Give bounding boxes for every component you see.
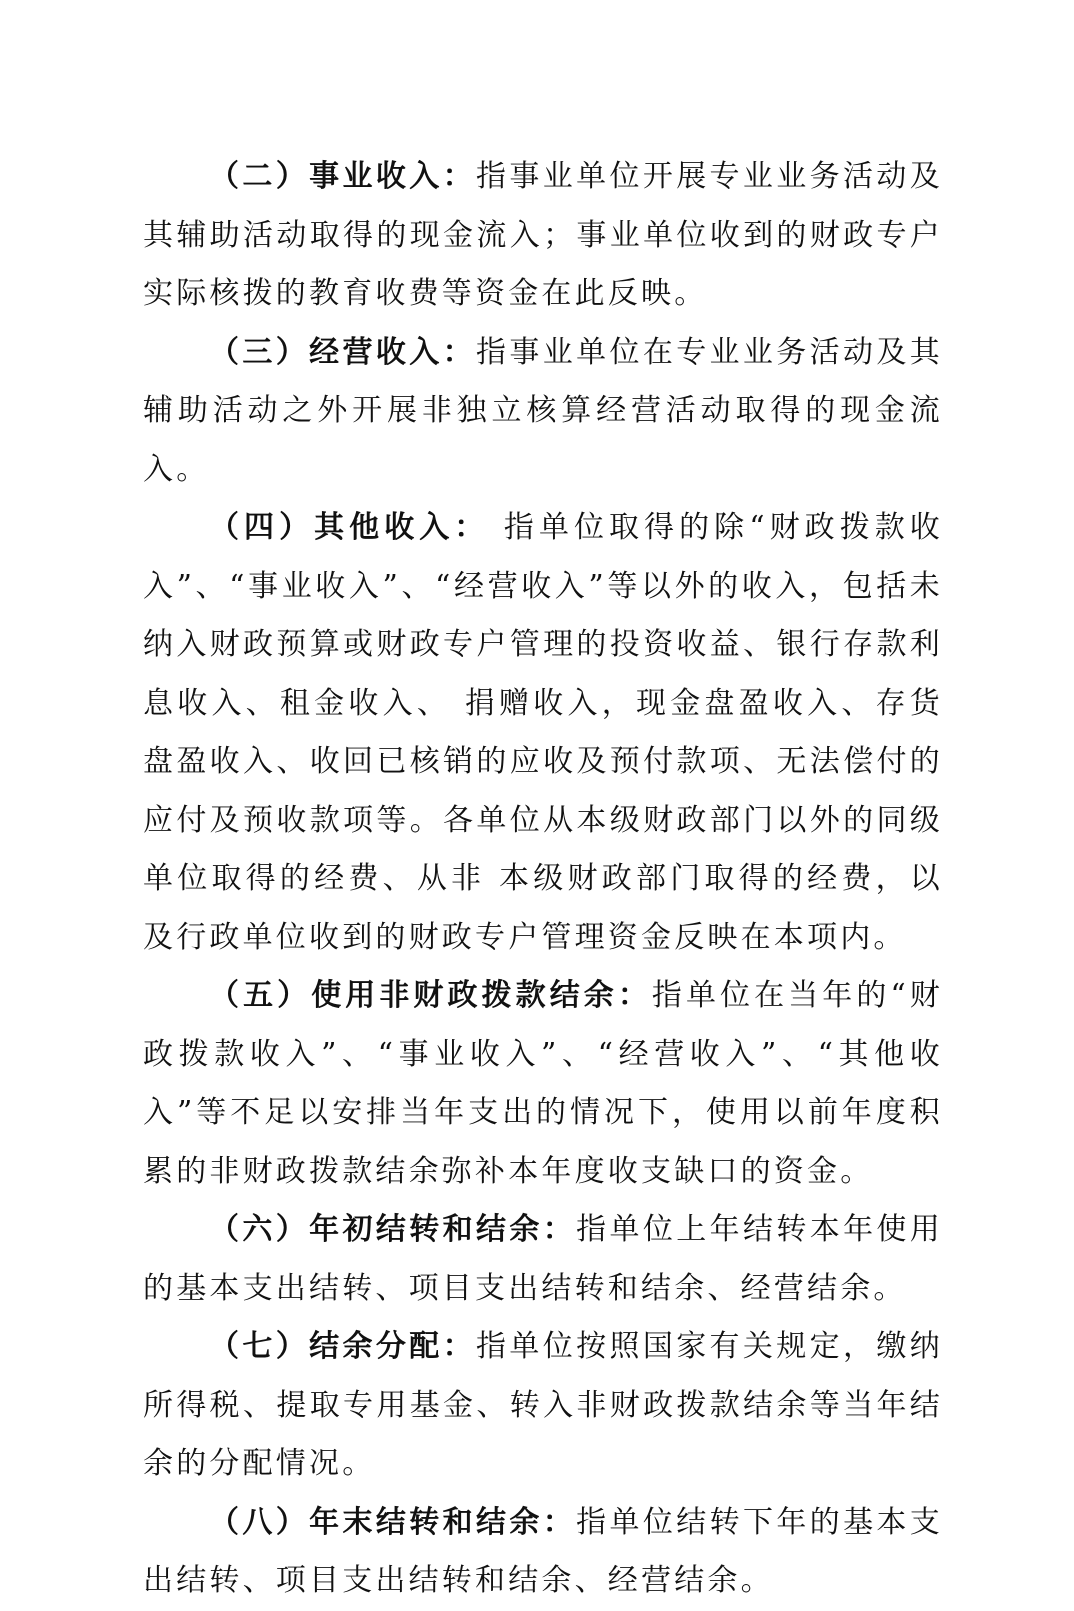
paragraph-other-income — [143, 499, 943, 967]
definition-closing-carryover: 指单位结转下年的基本支出结转、项目支出结转和结余、经营结余。 — [143, 1504, 944, 1598]
paragraph-opening-carryover — [143, 1201, 943, 1318]
term-non-fiscal-balance: （五）使用非财政拨款结余： — [209, 978, 652, 1013]
definition-opening-carryover: 指单位上年结转本年使用的基本支出结转、项目支出结转和结余、经营结余。 — [143, 1212, 944, 1306]
paragraph-balance-distribution — [143, 1318, 943, 1494]
term-other-income: （四）其他收入： — [209, 510, 490, 545]
paragraph-closing-carryover — [143, 1494, 943, 1611]
definition-balance-distribution: 指单位按照国家有关规定，缴纳所得税、提取专用基金、转入非财政拨款结余等当年结余的分配情况。 — [143, 1329, 943, 1481]
definition-business-income: 指事业单位开展专业业务活动及其辅助活动取得的现金流入；事业单位收到的财政专户实际核拨的教育收费等资金在此反映。 — [143, 159, 943, 311]
definition-other-income: 指单位取得的除“财政拨款收入”、“事业收入”、“经营收入”等以外的收入，包括未纳入财政预算或财政专户管理的投资收益、银行存款利息收入、租金收入、 捐赠收入，现金盘盈收入、存货盘盈收入、收回已核销的应收及预付款项、无法偿付的应付及预收款项等。各单位从本级财政部门以外的同级单位取得的经费、从非 本级财政部门取得的经费，以及行政单位收到的财政专户管理资金反映在本项内。 — [143, 510, 943, 955]
term-closing-carryover: （八）年末结转和结余： — [209, 1504, 577, 1540]
term-balance-distribution: （七）结余分配： — [209, 1329, 476, 1364]
definition-operating-income: 指事业单位在专业业务活动及其辅助活动之外开展非独立核算经营活动取得的现金流入。 — [143, 334, 943, 487]
term-business-income: （二）事业收入： — [209, 159, 476, 194]
paragraph-operating-income — [143, 324, 943, 500]
term-operating-income: （三）经营收入： — [209, 334, 476, 370]
paragraph-business-income — [143, 148, 943, 324]
document-page — [143, 148, 943, 1611]
term-opening-carryover: （六）年初结转和结余： — [209, 1212, 577, 1247]
paragraph-non-fiscal-balance — [143, 967, 943, 1201]
definition-non-fiscal-balance: 指单位在当年的“财政拨款收入”、“事业收入”、“经营收入”、“其他收入”等不足以安排当年支出的情况下，使用以前年度积累的非财政拨款结余弥补本年度收支缺口的资金。 — [143, 978, 943, 1189]
